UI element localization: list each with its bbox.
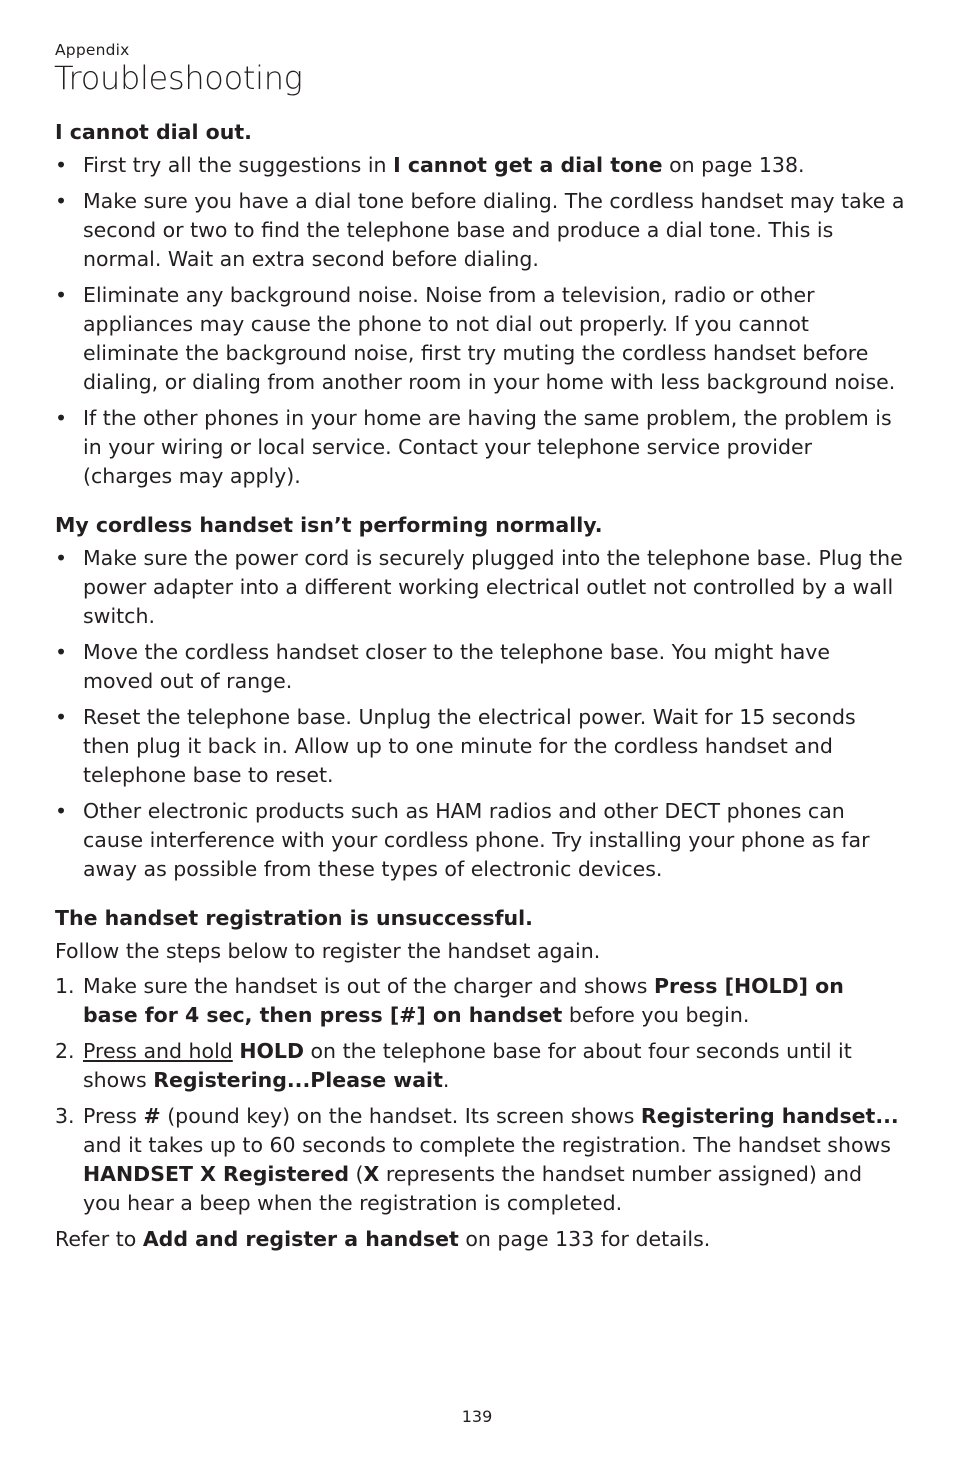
section-heading-dial-out: I cannot dial out. xyxy=(55,120,252,144)
cross-reference: I cannot get a dial tone xyxy=(393,153,663,177)
registration-reference: Refer to Add and register a handset on page 133 for details. xyxy=(55,1227,711,1251)
cross-reference: Add and register a handset xyxy=(142,1227,459,1251)
section-heading-registration: The handset registration is unsuccessful. xyxy=(55,906,533,930)
page-title: Troubleshooting xyxy=(54,59,303,97)
list-item: • If the other phones in your home are having the same problem, the problem is in your wiring or local service. Contact your telephone service provider (charges may apply). xyxy=(55,404,905,491)
chapter-label: Appendix xyxy=(55,41,130,59)
press-and-hold-term: Press and hold xyxy=(83,1039,233,1063)
registration-intro: Follow the steps below to register the handset again. xyxy=(55,939,601,963)
list-item: • Move the cordless handset closer to the telephone base. You might have moved out of range. xyxy=(55,638,905,696)
step-item: 2. Press and hold HOLD on the telephone base for about four seconds until it shows Registering...Please wait. xyxy=(55,1039,852,1092)
list-item: • Reset the telephone base. Unplug the electrical power. Wait for 15 seconds then plug it back in. Allow up to one minute for the cordless handset and telephone base to reset. xyxy=(55,703,905,790)
step-number: 2. xyxy=(55,1039,75,1063)
section-heading-handset-performance: My cordless handset isn’t performing normally. xyxy=(55,513,603,537)
step-item: 1. Make sure the handset is out of the charger and shows Press [HOLD] on base for 4 sec, then press [#] on handset before you begin. xyxy=(55,974,844,1027)
step-item: 3. Press # (pound key) on the handset. Its screen shows Registering handset... and it takes up to 60 seconds to complete the registration. The handset shows HANDSET X Registered (X represents the handset number assigned) and you hear a beep when the registration is completed. xyxy=(55,1104,899,1215)
list-item: • Make sure the power cord is securely plugged into the telephone base. Plug the power adapter into a different working electrical outlet not controlled by a wall switch. xyxy=(55,544,905,631)
step-number: 1. xyxy=(55,974,75,998)
handset-performance-list xyxy=(55,544,905,884)
registration-steps xyxy=(55,972,905,1218)
step-number: 3. xyxy=(55,1104,75,1128)
list-item: • Other electronic products such as HAM radios and other DECT phones can cause interference with your cordless phone. Try installing your phone as far away as possible from these types of electronic devices. xyxy=(55,797,905,884)
page-number: 139 xyxy=(461,1407,493,1426)
list-item: • Make sure you have a dial tone before dialing. The cordless handset may take a second or two to find the telephone base and produce a dial tone. This is normal. Wait an extra second before dialing. xyxy=(55,187,905,274)
list-item: • Eliminate any background noise. Noise from a television, radio or other appliances may cause the phone to not dial out properly. If you cannot eliminate the background noise, first try muting the cordless handset before dialing, or dialing from another room in your home with less background noise. xyxy=(55,281,905,397)
dial-out-list xyxy=(55,151,905,491)
page-content xyxy=(55,118,905,1260)
list-item: • First try all the suggestions in I cannot get a dial tone on page 138. xyxy=(55,151,905,180)
